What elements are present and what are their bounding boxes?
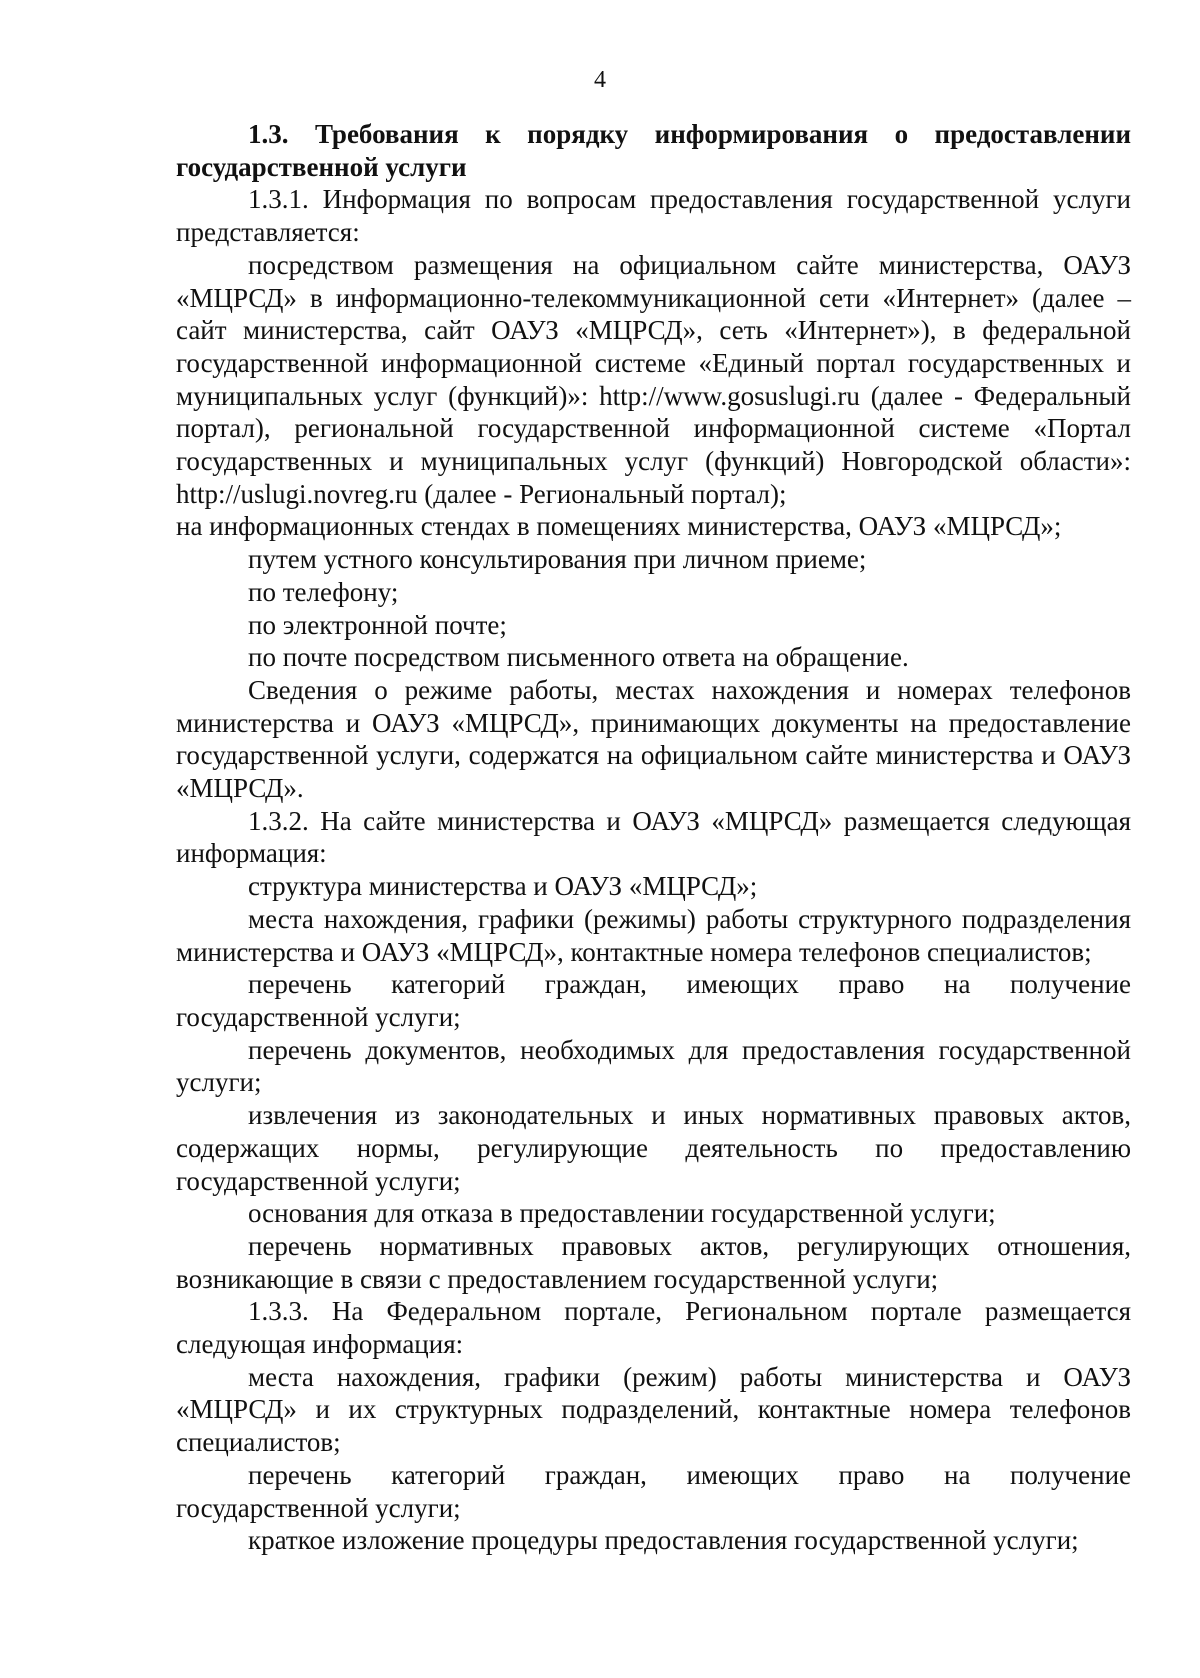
list-item: краткое изложение процедуры предоставления государственной услуги; <box>248 1525 1079 1556</box>
list-item: перечень категорий граждан, имеющих право на получение государственной услуги; <box>176 1459 1131 1523</box>
list-item: перечень документов, необходимых для предоставления государственной услуги; <box>176 1034 1131 1098</box>
page-number: 4 <box>594 67 606 93</box>
list-item: перечень нормативных правовых актов, регулирующих отношения, возникающие в связи с предоставлением государственной услуги; <box>176 1230 1131 1294</box>
paragraph-1-3-1: 1.3.1. Информация по вопросам предоставления государственной услуги представляется: <box>176 184 1131 248</box>
list-item: путем устного консультирования при личном приеме; <box>248 544 867 575</box>
paragraph-contacts: Сведения о режиме работы, местах нахождения и номерах телефонов министерства и ОАУЗ «МЦРСД», принимающих документы на предоставление государственной услуги, содержатся на официальном сайте министерства и ОАУЗ «МЦРСД». <box>176 674 1131 804</box>
document-body <box>176 118 1131 1557</box>
list-item: места нахождения, графики (режим) работы министерства и ОАУЗ «МЦРСД» и их структурных подразделений, контактные номера телефонов специалистов; <box>176 1361 1131 1458</box>
paragraph-1-3-2: 1.3.2. На сайте министерства и ОАУЗ «МЦРСД» размещается следующая информация: <box>176 805 1131 869</box>
list-item: на информационных стендах в помещениях министерства, ОАУЗ «МЦРСД»; <box>176 511 1062 542</box>
list-item: извлечения из законодательных и иных нормативных правовых актов, содержащих нормы, регулирующие деятельность по предоставлению государственной услуги; <box>176 1100 1131 1196</box>
list-item: перечень категорий граждан, имеющих право на получение государственной услуги; <box>176 969 1131 1032</box>
list-item: структура министерства и ОАУЗ «МЦРСД»; <box>248 871 758 902</box>
list-item: по электронной почте; <box>248 609 507 640</box>
list-item: по телефону; <box>248 576 399 607</box>
paragraph-1-3-3: 1.3.3. На Федеральном портале, Региональном портале размещается следующая информация: <box>176 1296 1131 1360</box>
list-item: по почте посредством письменного ответа на обращение. <box>248 642 909 673</box>
list-item: основания для отказа в предоставлении государственной услуги; <box>248 1198 996 1229</box>
list-item: места нахождения, графики (режимы) работы структурного подразделения министерства и ОАУЗ «МЦРСД», контактные номера телефонов специалистов; <box>176 903 1131 967</box>
section-heading: 1.3. Требования к порядку информирования о предоставлении государственной услуги <box>176 119 1131 182</box>
list-item: посредством размещения на официальном сайте министерства, ОАУЗ «МЦРСД» в информационно-телекоммуникационной сети «Интернет» (далее – сайт министерства, сайт ОАУЗ «МЦРСД», сеть «Интернет»), в федеральной государственной информационной системе «Единый портал государственных и муниципальных услуг (функций)»: http://www.gosuslugi.ru (далее - Федеральный портал), региональной государственной информационной системе «Портал государственных и муниципальных услуг (функций) Новгородской области»: http://uslugi.novreg.ru (далее - Региональный портал); <box>176 249 1131 509</box>
